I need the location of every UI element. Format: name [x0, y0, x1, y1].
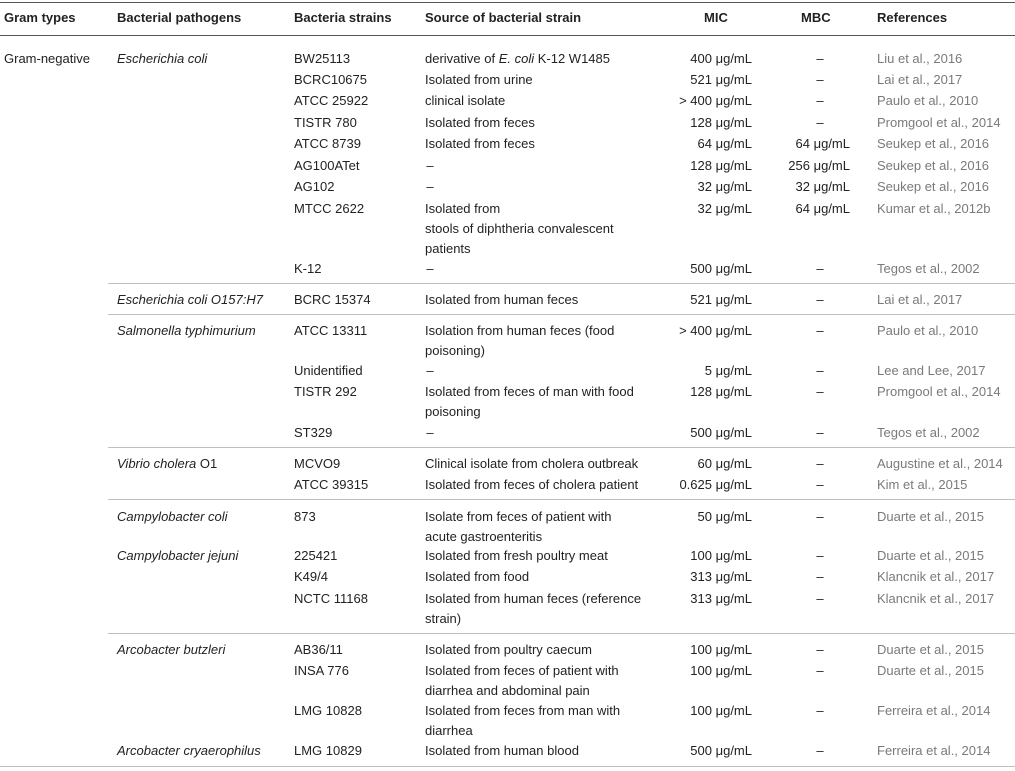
group-divider: [108, 283, 1015, 284]
cell-source-italic: E. coli: [498, 51, 535, 66]
cell-source: Isolated from feces: [425, 115, 535, 130]
cell-mbc: [760, 259, 850, 279]
cell-strain: Unidentified: [294, 363, 363, 378]
cell-mic: 32 μg/mL: [697, 201, 752, 216]
dash-value: –: [816, 663, 824, 678]
cell-mic: 0.625 μg/mL: [679, 477, 752, 492]
cell-source: [425, 156, 435, 176]
cell-mic: 64 μg/mL: [697, 136, 752, 151]
cell-reference: Duarte et al., 2015: [877, 509, 984, 524]
header-source: Source of bacterial strain: [425, 10, 582, 25]
dash-value: –: [816, 261, 824, 276]
header-bottom-rule: [0, 35, 1015, 36]
cell-mbc: 32 μg/mL: [795, 179, 850, 194]
pathogen-campylobacter-coli: Campylobacter coli: [117, 509, 228, 524]
pathogen-vibrio-serotype: O1: [196, 456, 218, 471]
cell-strain: AG102: [294, 179, 335, 194]
group-divider: [108, 314, 1015, 315]
cell-source: [425, 361, 435, 381]
pathogen-e-coli: Escherichia coli: [117, 51, 208, 66]
cell-mic: 128 μg/mL: [690, 384, 752, 399]
cell-source-line: diarrhea: [425, 723, 473, 738]
cell-mbc: 64 μg/mL: [795, 201, 850, 216]
group-divider: [108, 447, 1015, 448]
dash-value: –: [816, 477, 824, 492]
header-references: References: [877, 10, 948, 25]
cell-source-line: Isolate from feces of patient with: [425, 509, 612, 524]
cell-mbc: [760, 507, 850, 527]
cell-mbc: 256 μg/mL: [788, 158, 850, 173]
cell-reference: Ferreira et al., 2014: [877, 743, 991, 758]
cell-source-line: strain): [425, 611, 462, 626]
cell-reference: Kumar et al., 2012b: [877, 201, 991, 216]
cell-mic: 500 μg/mL: [690, 743, 752, 758]
dash-value: –: [426, 363, 434, 378]
pathogen-vibrio-genus: Vibrio cholera: [117, 456, 197, 471]
cell-mbc: [760, 589, 850, 609]
cell-mbc: [760, 70, 850, 90]
cell-reference: Seukep et al., 2016: [877, 179, 990, 194]
cell-reference: Tegos et al., 2002: [877, 261, 980, 276]
dash-value: –: [816, 51, 824, 66]
dash-value: –: [426, 425, 434, 440]
header-gram-types: Gram types: [4, 10, 76, 25]
cell-mic: 128 μg/mL: [690, 158, 752, 173]
cell-mbc: [760, 701, 850, 721]
dash-value: –: [816, 115, 824, 130]
pathogen-salmonella: Salmonella typhimurium: [117, 323, 256, 338]
cell-reference: Duarte et al., 2015: [877, 663, 984, 678]
header-mbc: MBC: [801, 10, 831, 25]
cell-mbc: [760, 382, 850, 402]
cell-strain: MTCC 2622: [294, 201, 365, 216]
cell-reference: Paulo et al., 2010: [877, 323, 979, 338]
cell-mbc: [760, 91, 850, 111]
cell-mic: 5 μg/mL: [704, 363, 752, 378]
cell-mic: 128 μg/mL: [690, 115, 752, 130]
cell-mic: 313 μg/mL: [690, 569, 752, 584]
cell-mic: > 400 μg/mL: [679, 93, 752, 108]
dash-value: –: [816, 642, 824, 657]
cell-reference: Lai et al., 2017: [877, 292, 963, 307]
cell-source: Isolated from feces of cholera patient: [425, 477, 639, 492]
cell-mic: 313 μg/mL: [690, 591, 752, 606]
cell-mic: 100 μg/mL: [690, 663, 752, 678]
cell-source-line: Isolated from feces from man with: [425, 703, 621, 718]
cell-mic: 100 μg/mL: [690, 548, 752, 563]
cell-reference: Seukep et al., 2016: [877, 158, 990, 173]
cell-strain: AB36/11: [294, 642, 343, 657]
pathogen-arcobacter-cryaerophilus: Arcobacter cryaerophilus: [117, 743, 261, 758]
table-bottom-rule: [0, 766, 1015, 767]
cell-strain: TISTR 780: [294, 115, 357, 130]
cell-source-line: stools of diphtheria convalescent: [425, 221, 614, 236]
cell-mbc: [760, 361, 850, 381]
cell-reference: Seukep et al., 2016: [877, 136, 990, 151]
cell-source: Isolated from food: [425, 569, 530, 584]
cell-source-line: Isolated from feces of man with food: [425, 384, 634, 399]
cell-source: [425, 423, 435, 443]
dash-value: –: [816, 456, 824, 471]
cell-reference: Promgool et al., 2014: [877, 384, 1001, 399]
cell-strain: NCTC 11168: [294, 591, 368, 606]
dash-value: –: [816, 509, 824, 524]
cell-reference: Paulo et al., 2010: [877, 93, 979, 108]
cell-source-line: Isolated from human feces (reference: [425, 591, 642, 606]
dash-value: –: [816, 323, 824, 338]
cell-mic: 32 μg/mL: [697, 179, 752, 194]
pathogen-e-coli-o157: Escherichia coli O157:H7: [117, 292, 263, 307]
cell-source: clinical isolate: [425, 93, 506, 108]
cell-source: Isolated from feces: [425, 136, 535, 151]
cell-mbc: [760, 423, 850, 443]
cell-strain: K-12: [294, 261, 322, 276]
dash-value: –: [816, 425, 824, 440]
cell-strain: 873: [294, 509, 316, 524]
cell-reference: Lai et al., 2017: [877, 72, 963, 87]
header-mic: MIC: [704, 10, 728, 25]
cell-source-line: Isolated from: [425, 201, 501, 216]
cell-mic: 500 μg/mL: [690, 261, 752, 276]
cell-source: [425, 49, 610, 69]
cell-reference: Tegos et al., 2002: [877, 425, 980, 440]
cell-strain: AG100ATet: [294, 158, 360, 173]
cell-strain: INSA 776: [294, 663, 349, 678]
cell-mic: 521 μg/mL: [690, 292, 752, 307]
dash-value: –: [816, 292, 824, 307]
cell-source-line: poisoning: [425, 404, 481, 419]
cell-source: Isolated from human feces: [425, 292, 579, 307]
cell-mic: > 400 μg/mL: [679, 323, 752, 338]
cell-strain: ST329: [294, 425, 333, 440]
cell-strain: BCRC 15374: [294, 292, 371, 307]
cell-reference: Ferreira et al., 2014: [877, 703, 991, 718]
cell-mbc: [760, 321, 850, 341]
dash-value: –: [816, 703, 824, 718]
cell-mic: 500 μg/mL: [690, 425, 752, 440]
cell-mbc: [760, 741, 850, 761]
cell-strain: TISTR 292: [294, 384, 357, 399]
dash-value: –: [816, 72, 824, 87]
cell-mbc: [760, 661, 850, 681]
group-divider: [108, 633, 1015, 634]
cell-reference: Promgool et al., 2014: [877, 115, 1001, 130]
cell-source: [425, 259, 435, 279]
cell-mic: 521 μg/mL: [690, 72, 752, 87]
dash-value: –: [816, 569, 824, 584]
cell-mbc: [760, 475, 850, 495]
cell-source-line: Isolation from human feces (food: [425, 323, 615, 338]
cell-source-line: Isolated from feces of patient with: [425, 663, 619, 678]
cell-reference: Lee and Lee, 2017: [877, 363, 986, 378]
pathogen-vibrio: [117, 454, 217, 474]
gram-type-label: Gram-negative: [4, 51, 90, 66]
pathogen-campylobacter-jejuni: Campylobacter jejuni: [117, 548, 239, 563]
cell-strain: ATCC 13311: [294, 323, 368, 338]
pathogen-arcobacter-butzleri: Arcobacter butzleri: [117, 642, 226, 657]
cell-mic: 50 μg/mL: [697, 509, 752, 524]
cell-strain: BW25113: [294, 51, 351, 66]
cell-strain: 225421: [294, 548, 338, 563]
cell-reference: Kim et al., 2015: [877, 477, 968, 492]
cell-source-part: derivative of: [425, 51, 499, 66]
cell-source: Isolated from fresh poultry meat: [425, 548, 608, 563]
cell-mic: 100 μg/mL: [690, 642, 752, 657]
cell-strain: ATCC 25922: [294, 93, 369, 108]
dash-value: –: [426, 261, 434, 276]
dash-value: –: [816, 363, 824, 378]
dash-value: –: [816, 548, 824, 563]
cell-mic: 60 μg/mL: [697, 456, 752, 471]
dash-value: –: [816, 591, 824, 606]
cell-mbc: 64 μg/mL: [795, 136, 850, 151]
cell-source: Isolated from poultry caecum: [425, 642, 592, 657]
cell-reference: Liu et al., 2016: [877, 51, 963, 66]
cell-source-line: patients: [425, 241, 471, 256]
cell-mic: 100 μg/mL: [690, 703, 752, 718]
cell-source: Isolated from urine: [425, 72, 533, 87]
cell-reference: Duarte et al., 2015: [877, 642, 984, 657]
cell-strain: LMG 10829: [294, 743, 362, 758]
cell-strain: ATCC 8739: [294, 136, 361, 151]
cell-source: Clinical isolate from cholera outbreak: [425, 456, 639, 471]
dash-value: –: [816, 93, 824, 108]
cell-reference: Klancnik et al., 2017: [877, 591, 995, 606]
cell-mbc: [760, 567, 850, 587]
cell-mbc: [760, 546, 850, 566]
cell-mic: 400 μg/mL: [690, 51, 752, 66]
cell-mbc: [760, 113, 850, 133]
cell-mbc: [760, 49, 850, 69]
header-bacterial-pathogens: Bacterial pathogens: [117, 10, 242, 25]
cell-strain: BCRC10675: [294, 72, 367, 87]
dash-value: –: [426, 179, 434, 194]
cell-source-line: diarrhea and abdominal pain: [425, 683, 590, 698]
dash-value: –: [426, 158, 434, 173]
cell-reference: Augustine et al., 2014: [877, 456, 1003, 471]
cell-source-part: K-12 W1485: [534, 51, 610, 66]
cell-mbc: [760, 640, 850, 660]
cell-reference: Klancnik et al., 2017: [877, 569, 995, 584]
cell-strain: K49/4: [294, 569, 328, 584]
cell-source-line: poisoning): [425, 343, 485, 358]
dash-value: –: [816, 384, 824, 399]
cell-strain: MCVO9: [294, 456, 341, 471]
cell-mbc: [760, 290, 850, 310]
cell-source: Isolated from human blood: [425, 743, 579, 758]
group-divider: [108, 499, 1015, 500]
dash-value: –: [816, 743, 824, 758]
cell-strain: LMG 10828: [294, 703, 362, 718]
cell-mbc: [760, 454, 850, 474]
header-bacteria-strains: Bacteria strains: [294, 10, 392, 25]
cell-source: [425, 177, 435, 197]
cell-source-line: acute gastroenteritis: [425, 529, 543, 544]
cell-reference: Duarte et al., 2015: [877, 548, 984, 563]
table-top-rule: [0, 2, 1015, 3]
cell-strain: ATCC 39315: [294, 477, 369, 492]
